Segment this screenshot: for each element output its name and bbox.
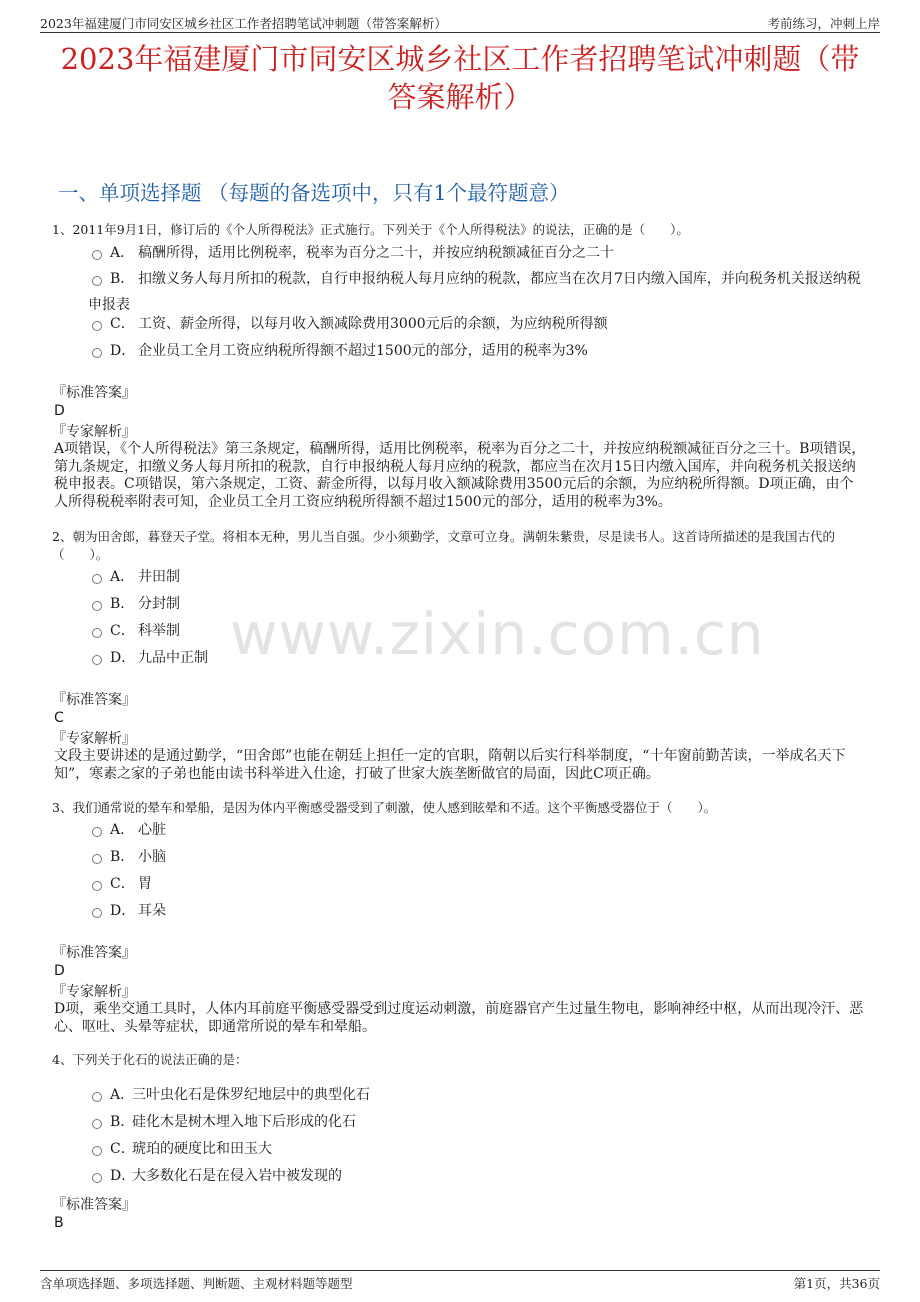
answer-label: 『标准答案』 [52,692,136,708]
question-1-option-c[interactable]: C． 工资、薪金所得，以每月收入额减除费用3000元后的余额，为应纳税所得额 [88,311,868,337]
question-4-option-c[interactable]: C．琥珀的硬度比和田玉大 [88,1136,868,1162]
footer-note: 含单项选择题、多项选择题、判断题、主观材料题等题型 [40,1276,353,1291]
question-3-answer: D [54,963,65,979]
question-4-answer: B [54,1215,64,1231]
header-doc-title: 2023年福建厦门市同安区城乡社区工作者招聘笔试冲刺题（带答案解析） [40,16,447,31]
question-3-option-b[interactable]: B． 小脑 [88,844,868,870]
question-1-option-d[interactable]: D． 企业员工全月工资应纳税所得额不超过1500元的部分，适用的税率为3% [88,338,868,364]
page-title: 2023年福建厦门市同安区城乡社区工作者招聘笔试冲刺题（带答案解析） [60,42,860,114]
question-2-analysis: 文段主要讲述的是通过勤学，“田舍郎”也能在朝廷上担任一定的官职，隋朝以后实行科举制度，“十年窗前勤苦读，一举成名天下知”，寒素之家的子弟也能由读书科举进入仕途，打破了世家大族垄断做官的局面，因此C项正确。 [54,748,846,782]
question-2-option-c[interactable]: C． 科举制 [88,618,868,644]
radio-icon[interactable] [92,250,102,260]
question-2-option-a[interactable]: A． 井田制 [88,564,868,590]
question-3-analysis: D项，乘坐交通工具时，人体内耳前庭平衡感受器受到过度运动刺激，前庭器官产生过量生物电，影响神经中枢，从而出现冷汗、恶心、呕吐、头晕等症状，即通常所说的晕车和晕船。 [54,1001,864,1035]
page-header [40,12,880,33]
question-1-option-a[interactable]: A． 稿酬所得，适用比例税率，税率为百分之二十，并按应纳税额减征百分之二十 [88,240,868,266]
answer-label: 『标准答案』 [52,1197,136,1213]
page-number: 第1页，共36页 [793,1276,880,1291]
question-1-stem: 1、2011年9月1日，修订后的《个人所得税法》正式施行。下列关于《个人所得税法》的说法，正确的是（ ）。 [52,222,689,237]
radio-icon[interactable] [92,574,102,584]
radio-icon[interactable] [92,1173,102,1183]
radio-icon[interactable] [92,1119,102,1129]
radio-icon[interactable] [92,908,102,918]
radio-icon[interactable] [92,276,102,286]
question-3-option-c[interactable]: C． 胃 [88,871,868,897]
radio-icon[interactable] [92,601,102,611]
header-slogan: 考前练习，冲刺上岸 [767,16,880,31]
radio-icon[interactable] [92,655,102,665]
question-3-option-a[interactable]: A． 心脏 [88,817,868,843]
answer-label: 『标准答案』 [52,385,136,401]
radio-icon[interactable] [92,348,102,358]
question-4-option-b[interactable]: B．硅化木是树木埋入地下后形成的化石 [88,1109,868,1135]
analysis-label: 『专家解析』 [52,731,136,747]
radio-icon[interactable] [92,321,102,331]
question-3-stem: 3、我们通常说的晕车和晕船，是因为体内平衡感受器受到了刺激，使人感到眩晕和不适。这个平衡感受器位于（ ）。 [52,800,717,815]
question-1-analysis: A项错误，《个人所得税法》第三条规定，稿酬所得，适用比例税率，税率为百分之二十，并按应纳税额减征百分之三十。B项错误，第九条规定，扣缴义务人每月所扣的税款，自行申报纳税人每月应纳的税款，都应当在次月15日内缴入国库，并向税务机关报送纳税申报表。C项错误，第六条规定，工资、薪金所得，以每月收入额减除费用3500元后的余额，为应纳税所得额。D项正确，由个人所得税税率附表可知，企业员工全月工资应纳税所得额不超过1500元的部分，适用的税率为3%。 [54,441,866,510]
question-1-answer: D [54,403,65,419]
analysis-label: 『专家解析』 [52,424,136,440]
analysis-label: 『专家解析』 [52,984,136,1000]
radio-icon[interactable] [92,628,102,638]
question-2-answer: C [54,710,64,726]
radio-icon[interactable] [92,854,102,864]
radio-icon[interactable] [92,1092,102,1102]
radio-icon[interactable] [92,827,102,837]
radio-icon[interactable] [92,881,102,891]
page-footer [40,1270,880,1291]
question-2-option-b[interactable]: B． 分封制 [88,591,868,617]
question-4-option-d[interactable]: D．大多数化石是在侵入岩中被发现的 [88,1163,868,1189]
section-heading: 一、单项选择题 （每题的备选项中，只有1个最符题意） [58,181,570,205]
question-2-stem: 2、朝为田舍郎，暮登天子堂。将相本无种，男儿当自强。少小须勤学，文章可立身。满朝朱紫贵，尽是读书人。这首诗所描述的是我国古代的（ ）。 [52,529,835,562]
watermark: www.zixin.com.cn [230,600,765,668]
question-4-option-a[interactable]: A．三叶虫化石是侏罗纪地层中的典型化石 [88,1082,868,1108]
radio-icon[interactable] [92,1146,102,1156]
question-3-option-d[interactable]: D． 耳朵 [88,898,868,924]
question-2-option-d[interactable]: D． 九品中正制 [88,645,868,671]
answer-label: 『标准答案』 [52,945,136,961]
question-1-option-b[interactable]: B． 扣缴义务人每月所扣的税款，自行申报纳税人每月应纳的税款，都应当在次月7日内缴入国库，并向税务机关报送纳税申报表 [88,271,861,313]
question-4-stem: 4、下列关于化石的说法正确的是： [52,1052,248,1067]
